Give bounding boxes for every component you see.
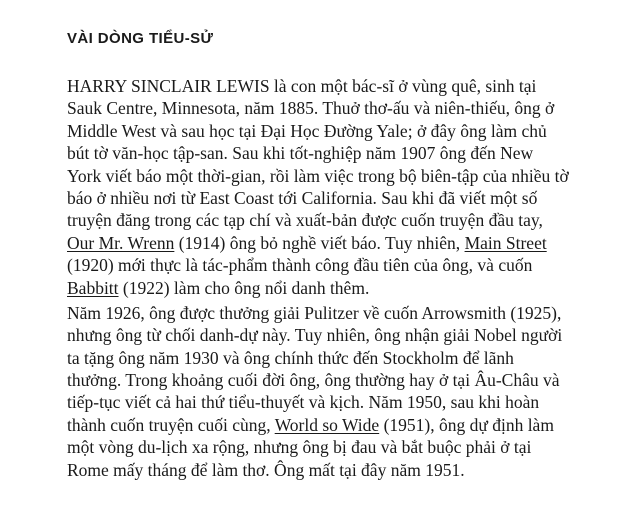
document-title: VÀI DÒNG TIỂU-SỬ	[67, 30, 214, 47]
underlined-book-title: Babbitt	[67, 277, 119, 298]
underlined-book-title: Our Mr. Wrenn	[67, 232, 175, 253]
text-segment: bút tờ văn-học tập-san. Sau khi tốt-nghiệp năm 1907 ông đến New	[67, 143, 534, 164]
text-segment: nhưng ông từ chối danh-dự này. Tuy nhiên, ông nhận giải Nobel người	[67, 325, 563, 346]
text-line	[67, 414, 590, 436]
text-line	[67, 142, 590, 164]
text-line	[67, 120, 590, 142]
text-segment: (1914) ông bỏ nghề viết báo. Tuy nhiên,	[174, 232, 465, 253]
text-segment: Năm 1926, ông được thưởng giải Pulitzer về cuốn Arrowsmith (1925),	[67, 302, 562, 323]
text-segment: HARRY SINCLAIR LEWIS là con một bác-sĩ ở vùng quê, sinh tại	[67, 76, 537, 96]
paragraph	[67, 75, 590, 299]
text-segment: thành cuốn truyện cuối cùng,	[67, 414, 275, 435]
text-line	[67, 209, 590, 231]
text-line	[67, 436, 590, 458]
text-segment: truyện đăng trong các tạp chí và xuất-bản được cuốn truyện đầu tay,	[67, 210, 543, 231]
text-segment: thưởng. Trong khoảng cuối đời ông, ông thường hay ở tại Âu-Châu và	[67, 370, 560, 391]
text-line	[67, 324, 590, 346]
text-segment: Sauk Centre, Minnesota, năm 1885. Thuở thơ-ấu và niên-thiếu, ông ở	[67, 98, 555, 119]
text-segment: tiếp-tục viết cả hai thứ tiểu-thuyết và kịch. Năm 1950, sau khi hoàn	[67, 392, 540, 413]
text-line	[67, 277, 590, 299]
text-segment: Rome mấy tháng để làm thơ. Ông mất tại đây năm 1951.	[67, 459, 465, 480]
underlined-book-title: World so Wide	[274, 414, 380, 435]
text-line	[67, 391, 590, 413]
text-segment: (1951), ông dự định làm	[379, 414, 554, 435]
text-line	[67, 232, 590, 254]
document-body	[67, 75, 590, 481]
text-segment: York viết báo một thời-gian, rồi làm việc trong bộ biên-tập của nhiều tờ	[67, 165, 569, 186]
text-segment: (1922) làm cho ông nổi danh thêm.	[118, 277, 370, 298]
text-segment: báo ở nhiều nơi từ East Coast tới California. Sau khi đã viết một số	[67, 187, 538, 208]
underlined-book-title: Main Street	[464, 232, 547, 253]
text-line	[67, 187, 590, 209]
text-line	[67, 75, 590, 97]
text-line	[67, 302, 590, 324]
paragraph	[67, 302, 590, 481]
text-segment: Middle West và sau học tại Đại Học Đường Yale; ở đây ông làm chủ	[67, 120, 547, 141]
text-line	[67, 459, 590, 481]
text-segment: một vòng du-lịch xa rộng, nhưng ông bị đau và bắt buộc phải ở tại	[67, 437, 532, 458]
text-line	[67, 347, 590, 369]
text-line	[67, 165, 590, 187]
text-line	[67, 97, 590, 119]
text-segment: ta tặng ông năm 1930 và ông chính thức đến Stockholm để lãnh	[67, 347, 514, 368]
text-line	[67, 254, 590, 276]
text-line	[67, 369, 590, 391]
text-segment: (1920) mới thực là tác-phẩm thành công đầu tiên của ông, và cuốn	[67, 255, 533, 276]
